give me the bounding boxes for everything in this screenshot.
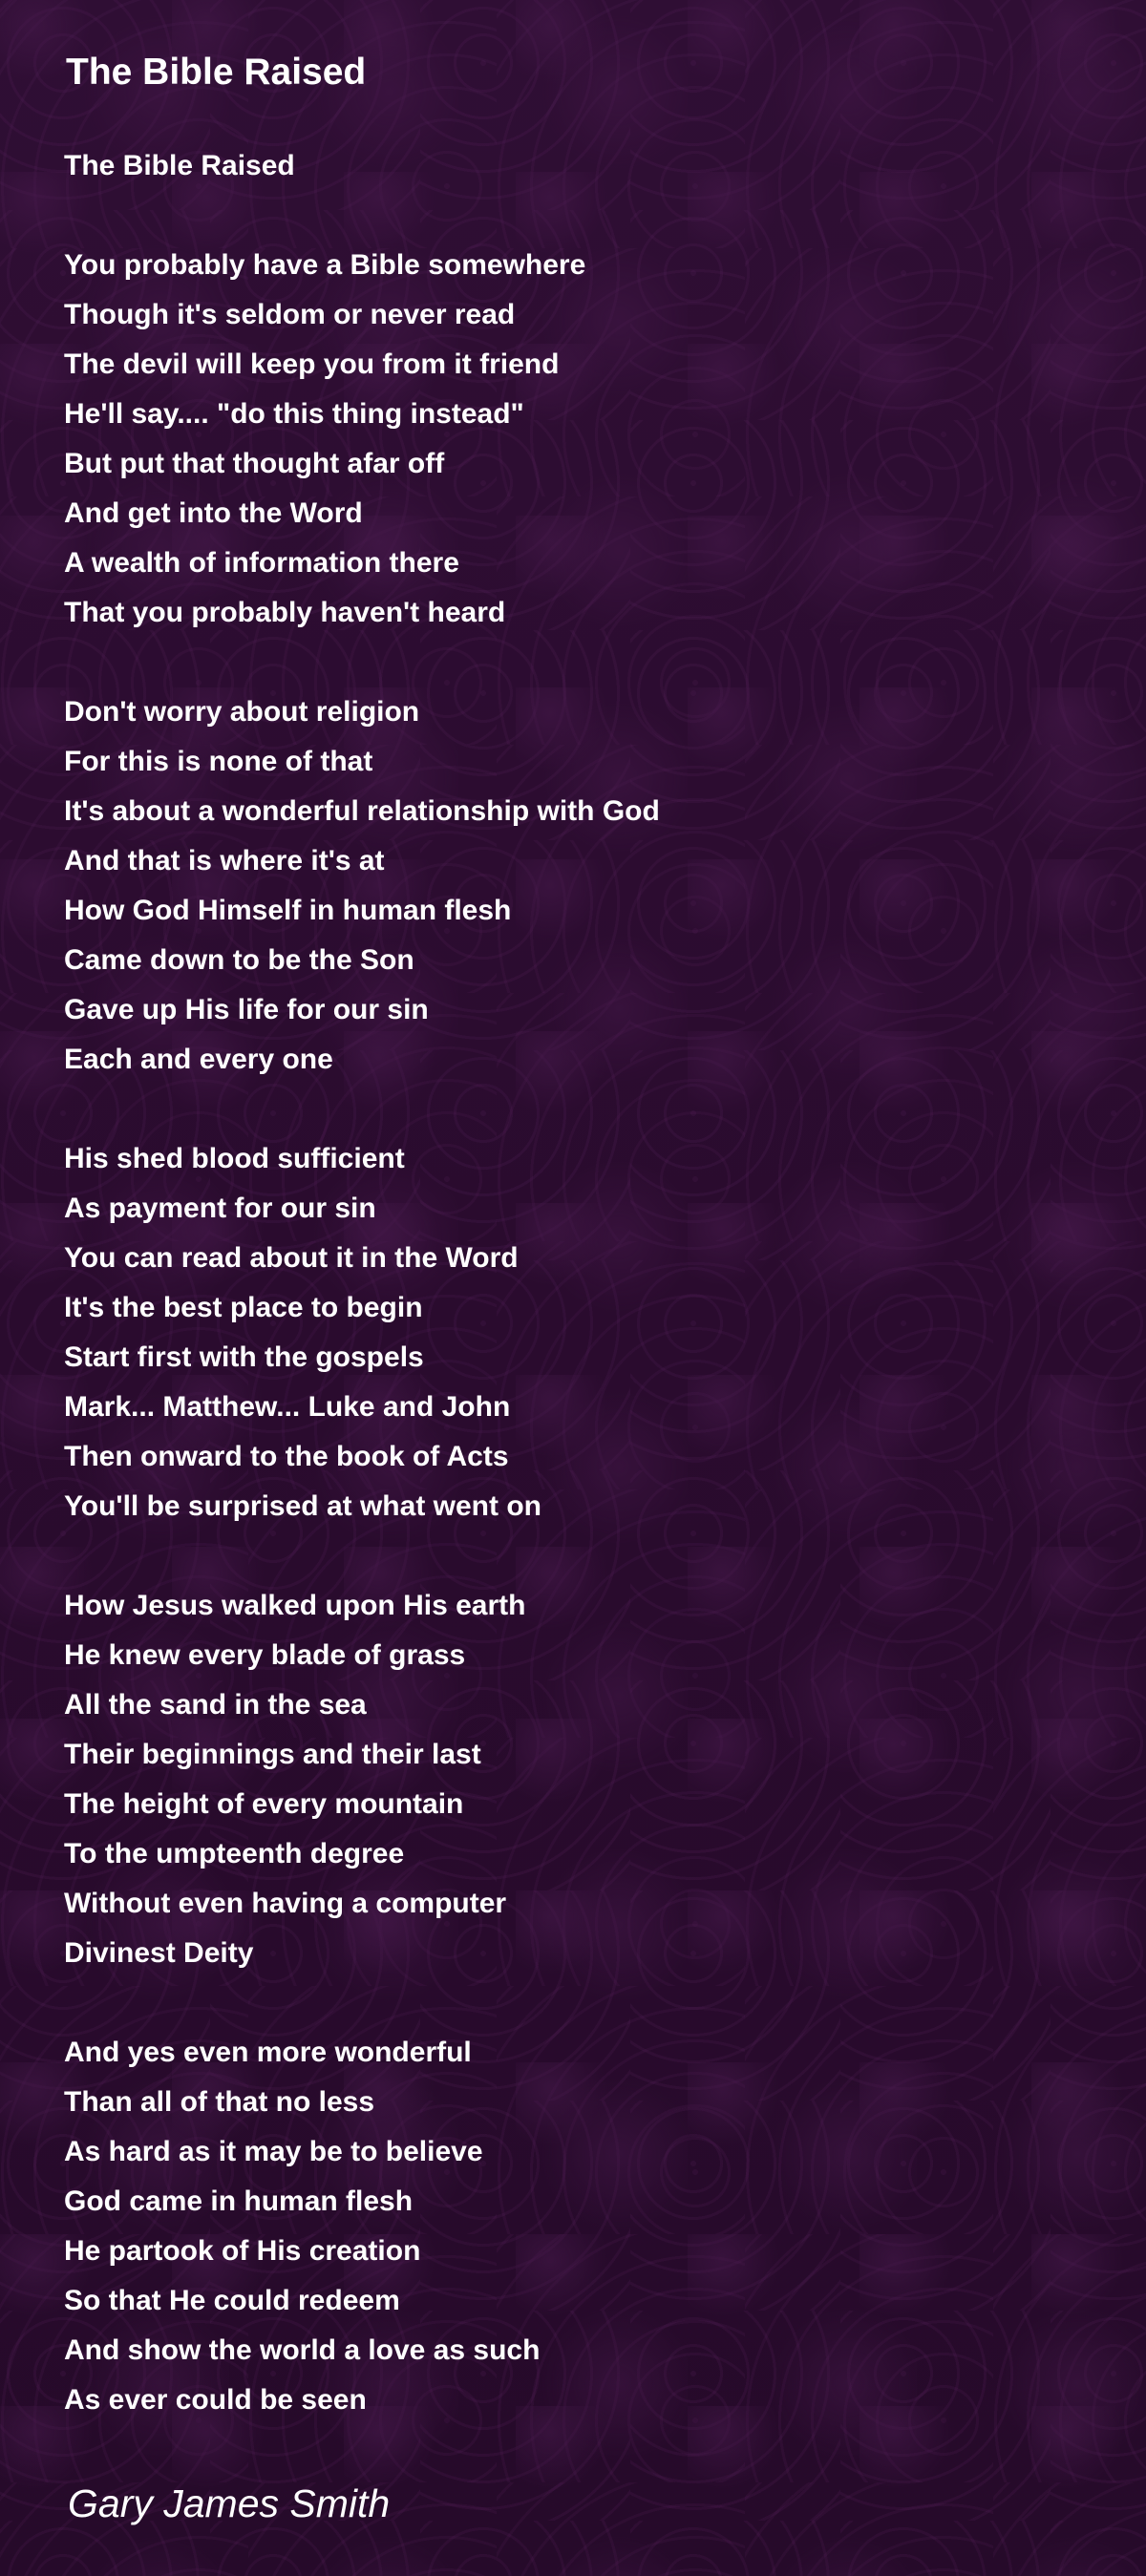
poem-line: Gave up His life for our sin xyxy=(64,994,429,1025)
author-name: Gary James Smith xyxy=(68,2481,391,2525)
poem-line: And yes even more wonderful xyxy=(64,2037,472,2068)
stanza-3 xyxy=(64,1134,1114,1531)
stanza-4 xyxy=(64,1581,1114,1978)
poem-line: God came in human flesh xyxy=(64,2185,414,2217)
poem-line: Don't worry about religion xyxy=(64,696,420,728)
poem-line: Came down to be the Son xyxy=(64,944,414,976)
poem-line: Each and every one xyxy=(64,1044,333,1075)
poem-line: And get into the Word xyxy=(64,497,363,529)
poem-line: And show the world a love as such xyxy=(64,2334,541,2366)
stanza-gap xyxy=(64,1978,1114,2028)
poem-heading: The Bible Raised xyxy=(64,150,295,181)
poem-line: He knew every blade of grass xyxy=(64,1639,466,1671)
poem-line: The height of every mountain xyxy=(64,1788,464,1820)
page-title: The Bible Raised xyxy=(66,52,367,93)
poem-line: How God Himself in human flesh xyxy=(64,895,512,926)
poem-line: How Jesus walked upon His earth xyxy=(64,1590,526,1621)
poem-line: As ever could be seen xyxy=(64,2384,367,2416)
poem-line: That you probably haven't heard xyxy=(64,597,506,628)
poem-line: All the sand in the sea xyxy=(64,1689,367,1721)
stanza-gap xyxy=(64,191,1114,241)
poem-line: It's about a wonderful relationship with God xyxy=(64,795,660,827)
poem-line: It's the best place to begin xyxy=(64,1292,423,1323)
poem-line: Divinest Deity xyxy=(64,1937,254,1969)
poem-line: To the umpteenth degree xyxy=(64,1838,405,1869)
poem-line: His shed blood sufficient xyxy=(64,1143,405,1174)
poem-line: For this is none of that xyxy=(64,746,373,777)
poem-line: Then onward to the book of Acts xyxy=(64,1441,509,1472)
stanza-gap xyxy=(64,1531,1114,1581)
poem-line: But put that thought afar off xyxy=(64,448,445,479)
poem-line: As payment for our sin xyxy=(64,1193,376,1224)
poem-line: A wealth of information there xyxy=(64,547,459,579)
poem-line: Without even having a computer xyxy=(64,1888,507,1919)
poem-line: Though it's seldom or never read xyxy=(64,299,516,330)
poem-line: You'll be surprised at what went on xyxy=(64,1490,541,1522)
poem-line: So that He could redeem xyxy=(64,2285,400,2316)
poem-line: You can read about it in the Word xyxy=(64,1242,519,1274)
poem-body xyxy=(64,141,1114,2425)
poem-line: Their beginnings and their last xyxy=(64,1739,481,1770)
poem-line: Than all of that no less xyxy=(64,2086,375,2118)
poem-line: Mark... Matthew... Luke and John xyxy=(64,1391,511,1423)
poem-line: He'll say.... "do this thing instead" xyxy=(64,398,524,430)
poem-line: You probably have a Bible somewhere xyxy=(64,249,586,281)
stanza-gap xyxy=(64,638,1114,687)
poem-line: The devil will keep you from it friend xyxy=(64,348,560,380)
poem-line: Start first with the gospels xyxy=(64,1341,424,1373)
poem-line: As hard as it may be to believe xyxy=(64,2136,483,2167)
stanza-gap xyxy=(64,1085,1114,1134)
stanza-1 xyxy=(64,241,1114,638)
stanza-2 xyxy=(64,687,1114,1085)
poem-line: And that is where it's at xyxy=(64,845,385,876)
stanza-5 xyxy=(64,2028,1114,2425)
poem-line: He partook of His creation xyxy=(64,2235,421,2267)
